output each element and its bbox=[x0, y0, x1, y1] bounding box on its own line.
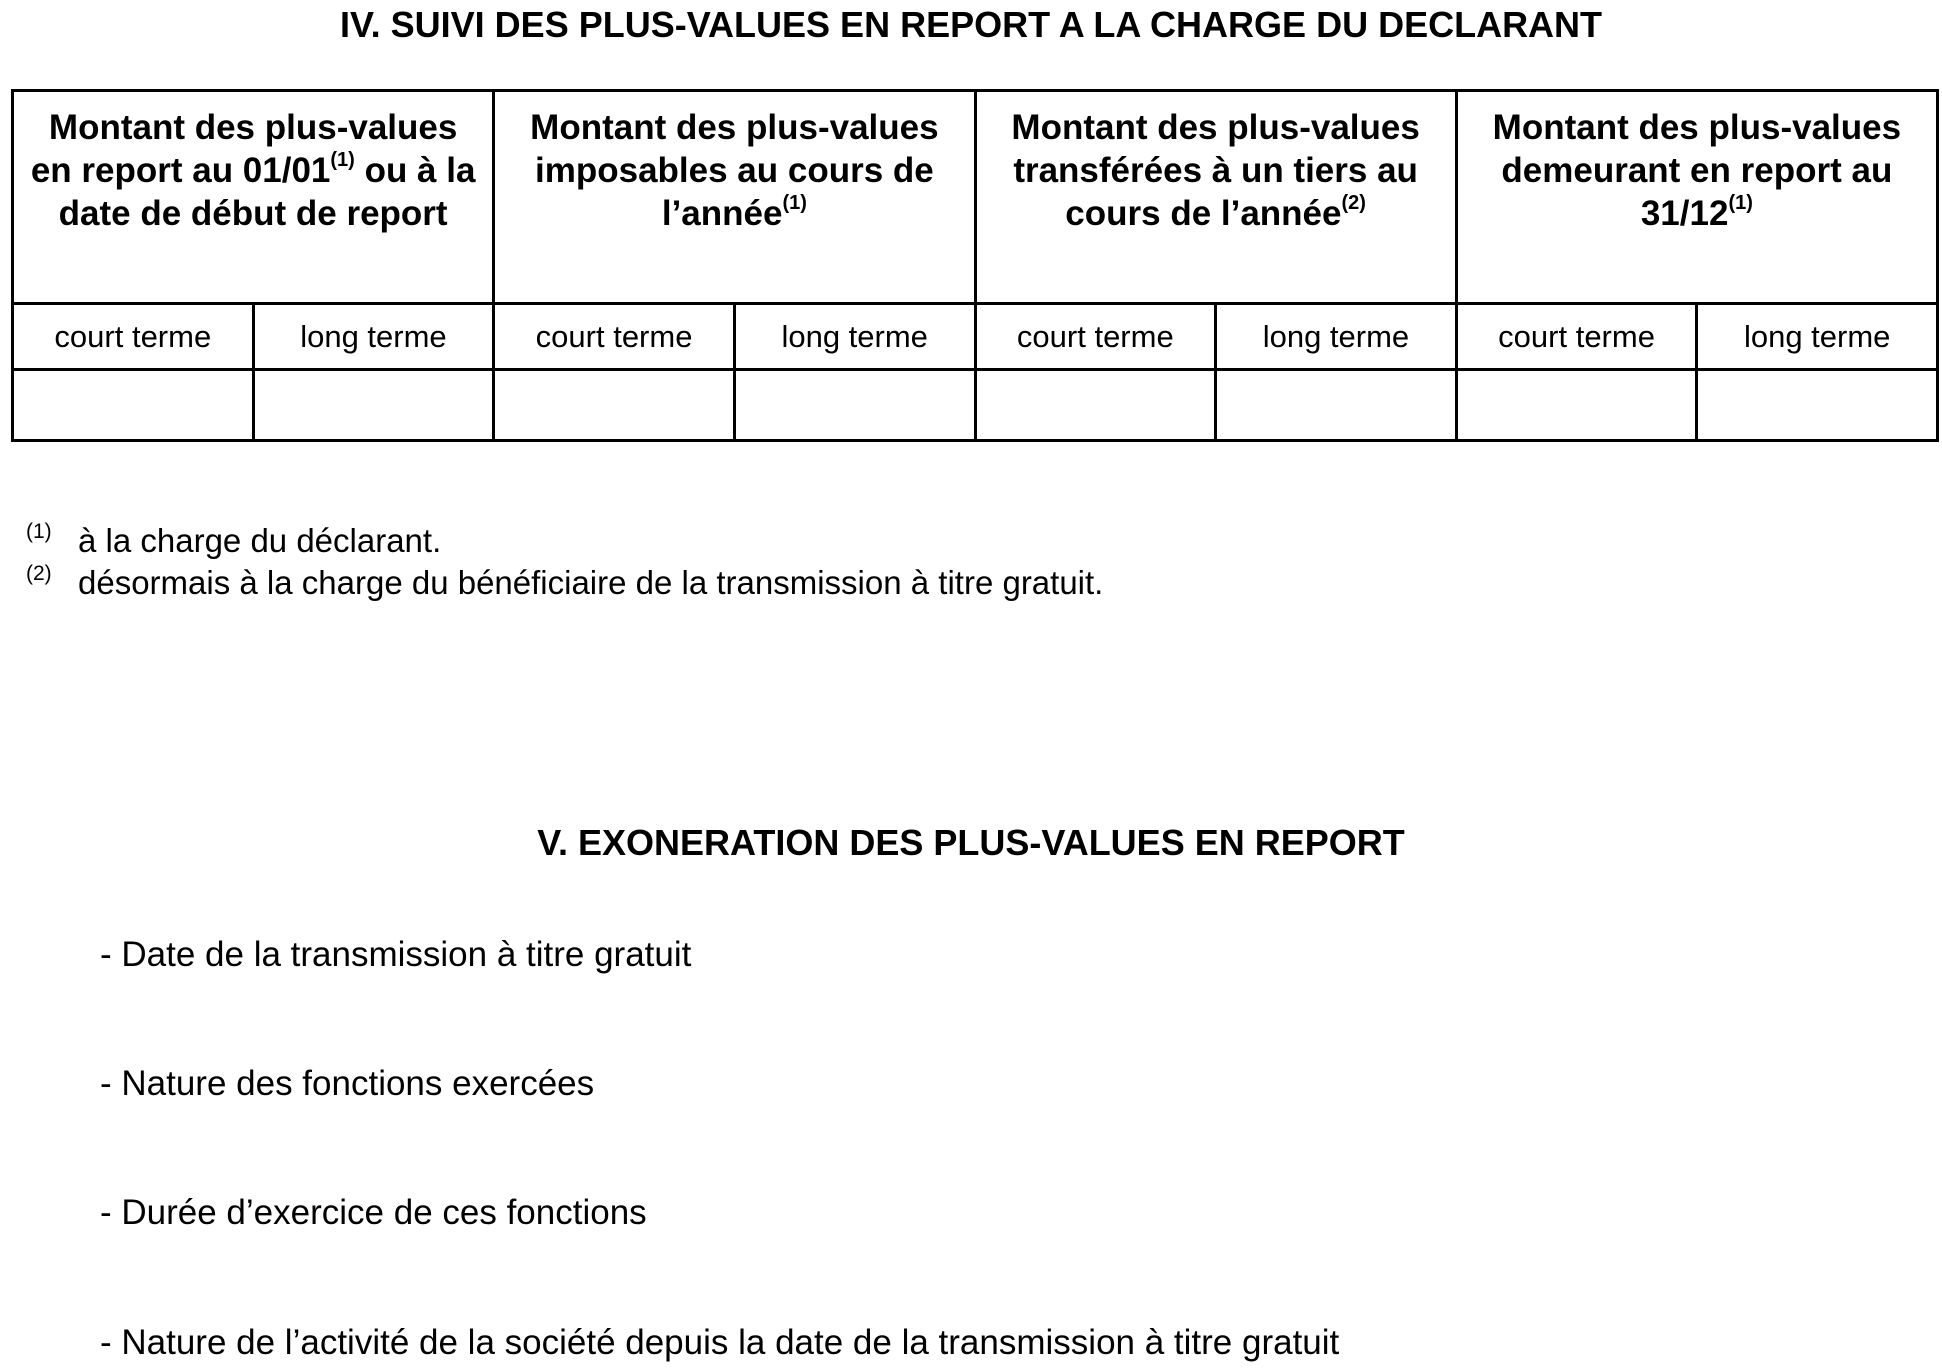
list-item-transmission-date: - Date de la transmission à titre gratuit bbox=[100, 935, 692, 974]
long-term-label: long terme bbox=[1697, 304, 1938, 370]
short-term-label: court terme bbox=[494, 304, 735, 370]
entry-cell[interactable] bbox=[13, 370, 254, 441]
footnote-mark: (2) bbox=[26, 562, 52, 585]
header-report-opening bbox=[13, 91, 494, 304]
entry-cell[interactable] bbox=[734, 370, 975, 441]
header-remaining-report bbox=[1456, 91, 1937, 304]
entry-cell[interactable] bbox=[1456, 370, 1697, 441]
list-item-functions-duration: - Durée d’exercice de ces fonctions bbox=[100, 1193, 647, 1232]
short-term-label: court terme bbox=[13, 304, 254, 370]
short-term-label: court terme bbox=[975, 304, 1216, 370]
header-taxable-year bbox=[494, 91, 975, 304]
long-term-label: long terme bbox=[734, 304, 975, 370]
footnote-text: à la charge du déclarant. bbox=[78, 522, 442, 559]
short-term-label: court terme bbox=[1456, 304, 1697, 370]
header-text: ou à la date de début de report bbox=[58, 151, 476, 233]
term-row bbox=[13, 304, 1938, 370]
plus-values-table bbox=[11, 89, 1939, 442]
header-text: Montant des plus-values imposables au cours de l’année bbox=[530, 108, 939, 233]
header-text: Montant des plus-values demeurant en report au 31/12 bbox=[1492, 108, 1902, 233]
footnote-1 bbox=[26, 520, 441, 560]
entry-cell[interactable] bbox=[1216, 370, 1457, 441]
list-item-functions-nature: - Nature des fonctions exercées bbox=[100, 1064, 595, 1103]
footnote-ref: (1) bbox=[330, 149, 355, 171]
footnote-text: désormais à la charge du bénéficiaire de la transmission à titre gratuit. bbox=[78, 564, 1104, 601]
long-term-label: long terme bbox=[253, 304, 494, 370]
header-text: Montant des plus-values en report au 01/01 bbox=[30, 108, 458, 190]
entry-cell[interactable] bbox=[494, 370, 735, 441]
entry-cell[interactable] bbox=[253, 370, 494, 441]
footnote-mark: (1) bbox=[26, 520, 52, 543]
section-iv-title: IV. SUIVI DES PLUS-VALUES EN REPORT A LA CHARGE DU DECLARANT bbox=[339, 4, 1603, 45]
footnote-ref: (1) bbox=[1728, 192, 1753, 214]
entry-cell[interactable] bbox=[975, 370, 1216, 441]
list-item-company-activity: - Nature de l’activité de la société depuis la date de la transmission à titre gratuit bbox=[100, 1323, 1340, 1362]
footnote-ref: (2) bbox=[1341, 192, 1366, 214]
header-transferred-year bbox=[975, 91, 1456, 304]
entry-row bbox=[13, 370, 1938, 441]
long-term-label: long terme bbox=[1216, 304, 1457, 370]
footnote-ref: (1) bbox=[782, 192, 807, 214]
footnote-2 bbox=[26, 562, 1103, 602]
entry-cell[interactable] bbox=[1697, 370, 1938, 441]
section-v-title: V. EXONERATION DES PLUS-VALUES EN REPORT bbox=[537, 822, 1405, 863]
table-header-row bbox=[13, 91, 1938, 304]
header-text: Montant des plus-values transférées à un tiers au cours de l’année bbox=[1011, 108, 1420, 233]
